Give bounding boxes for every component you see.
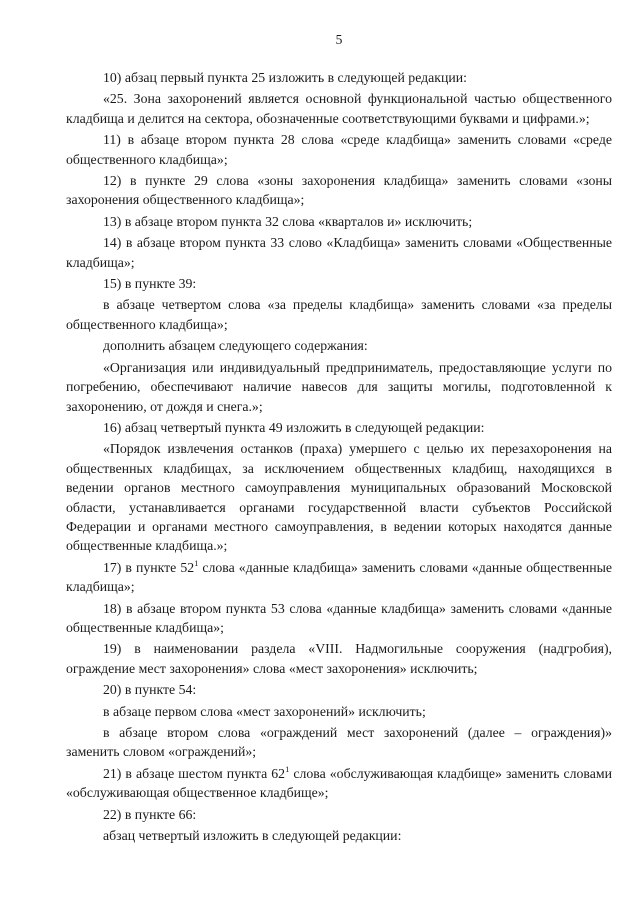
paragraph-10: 10) абзац первый пункта 25 изложить в следующей редакции:: [103, 70, 467, 85]
paragraph-18: 18) в абзаце втором пункта 53 слова «данные кладбища» заменить словами «данные общественные кладбища»;: [66, 600, 612, 635]
paragraph-15-quote: «Организация или индивидуальный предприниматель, предоставляющие услуги по погребению, обеспечивают наличие навесов для защиты могилы, подготовленной к захоронению, от дождя и снега.»;: [66, 359, 612, 414]
paragraph-25-text: «25. Зона захоронений является основной функциональной частью общественного кладбища и делится на сектора, обозначенные соответствующими буквами и цифрами.»;: [66, 91, 612, 126]
paragraph-15: 15) в пункте 39:: [103, 276, 197, 292]
superscript-index: 1: [194, 557, 199, 568]
paragraph-11: 11) в абзаце втором пункта 28 слова «среде кладбища» заменить словами «среде общественного кладбища»;: [66, 132, 612, 167]
page-number: 5: [335, 32, 343, 47]
superscript-index: 1: [285, 763, 290, 774]
paragraph-12: 12) в пункте 29 слова «зоны захоронения кладбища» заменить словами «зоны захоронения общественного кладбища»;: [66, 173, 612, 208]
paragraph-20-item-b: в абзаце втором слова «ограждений мест захоронений (далее – ограждения)» заменить словом «ограждений»;: [66, 725, 612, 760]
paragraph-22: 22) в пункте 66:: [103, 806, 197, 822]
paragraph-13: 13) в абзаце втором пункта 32 слова «кварталов и» исключить;: [103, 213, 473, 229]
paragraph-15-item-a: в абзаце четвертом слова «за пределы кладбища» заменить словами «за пределы общественного кладбища»;: [66, 297, 612, 332]
paragraph-17: [66, 558, 612, 597]
document-body: [66, 68, 612, 845]
paragraph-22-item-a: абзац четвертый изложить в следующей редакции:: [103, 828, 402, 844]
paragraph-21: [66, 764, 612, 803]
paragraph-21-end: слова «обслуживающая кладбище» заменить словами «обслуживающая общественное кладбище»;: [66, 765, 612, 801]
paragraph-20: 20) в пункте 54:: [103, 682, 197, 698]
paragraph-19: 19) в наименовании раздела «VIII. Надмогильные сооружения (надгробия), ограждение мест захоронения» слова «мест захоронения» исключить;: [66, 641, 612, 676]
paragraph-20-item-a: в абзаце первом слова «мест захоронений» исключить;: [103, 703, 426, 719]
paragraph-16-quote: «Порядок извлечения останков (праха) умершего с целью их перезахоронения на общественных кладбищах, за исключением общественных кладбищ, находящихся в ведении органов местного самоуправления муниципальных образований Московской области, устанавливается органами государственной власти субъектов Российской Федерации и органами местного самоуправления, в ведении которых находятся данные общественные кладбища.»;: [66, 441, 612, 554]
paragraph-16: 16) абзац четвертый пункта 49 изложить в следующей редакции:: [103, 419, 485, 435]
paragraph-17-start: 17) в пункте 52: [103, 559, 195, 575]
paragraph-14: 14) в абзаце втором пункта 33 слово «Кладбища» заменить словами «Общественные кладбища»;: [66, 235, 612, 270]
paragraph-15-item-b: дополнить абзацем следующего содержания:: [103, 338, 368, 354]
paragraph-21-start: 21) в абзаце шестом пункта 62: [103, 765, 286, 781]
paragraph-17-end: слова «данные кладбища» заменить словами «данные общественные кладбища»;: [66, 559, 612, 595]
